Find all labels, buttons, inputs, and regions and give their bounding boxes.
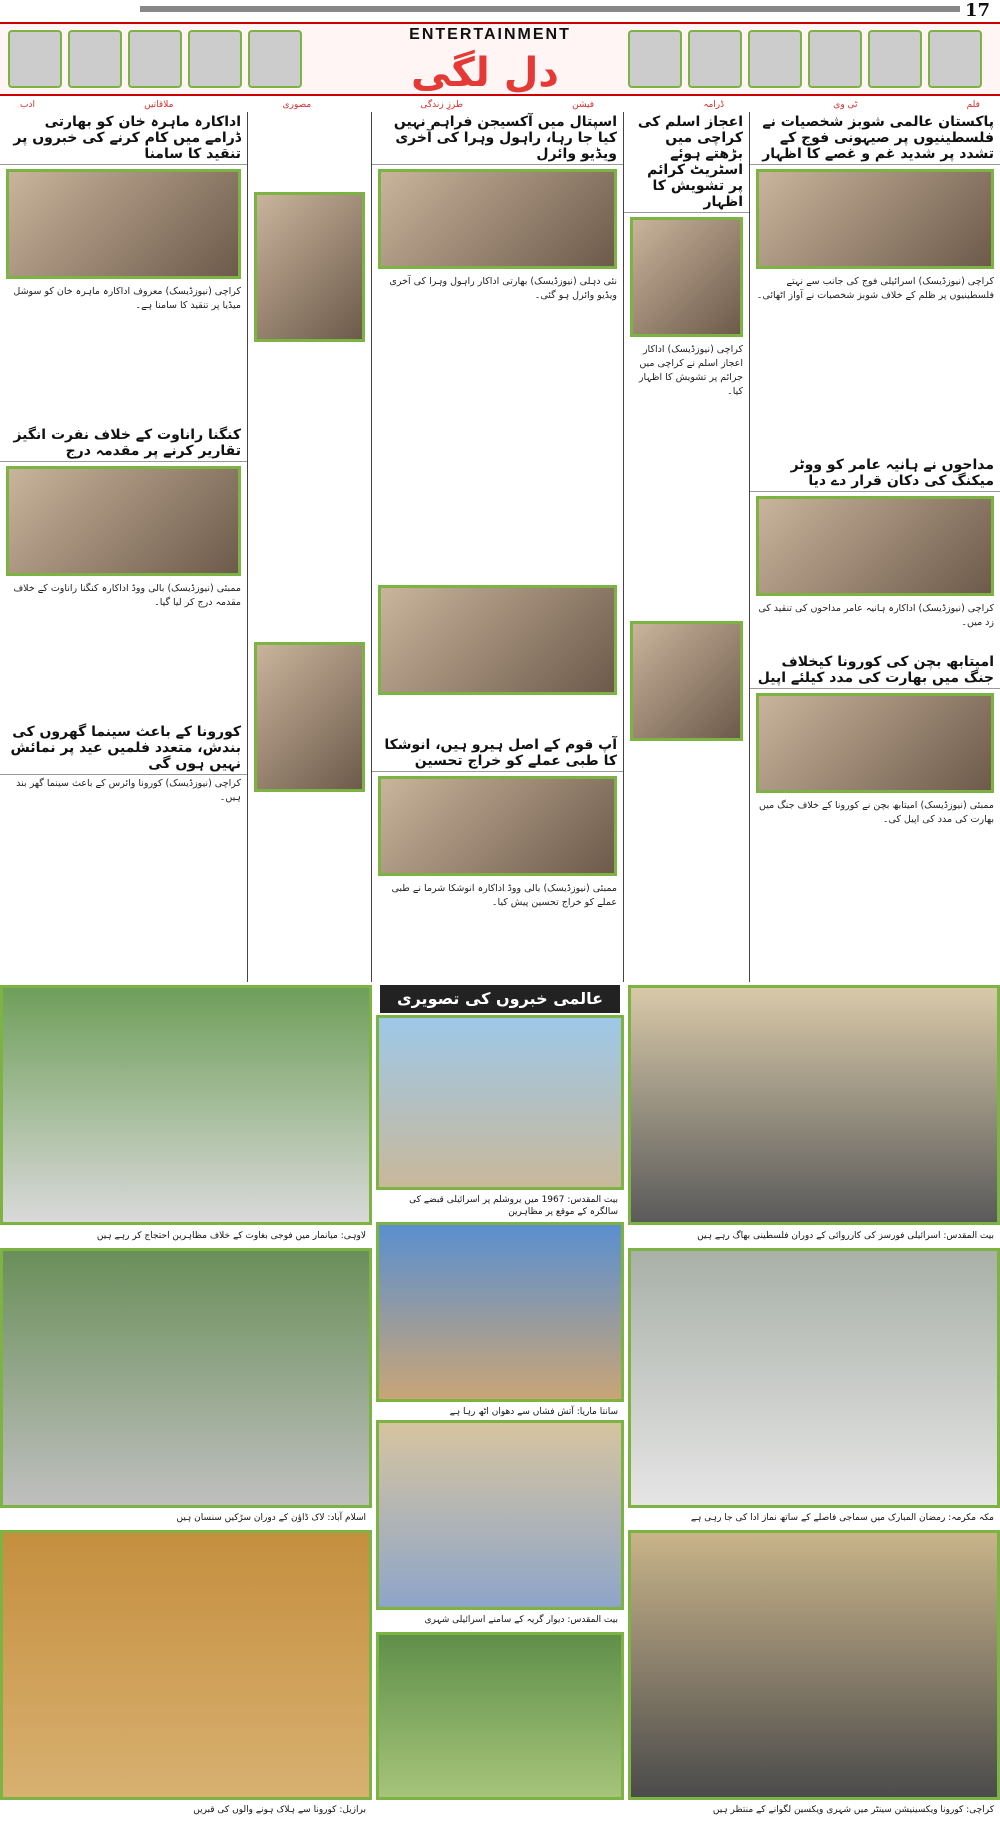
- article-body: ممبئی (نیوزڈیسک) امیتابھ بچن نے کورونا کے خلاف جنگ میں بھارت کی مدد کی اپیل کی۔: [759, 800, 994, 825]
- news-photo: [0, 1530, 372, 1800]
- header-photo: [688, 30, 742, 88]
- photo-caption: بیت المقدس: دیوار گریہ کے سامنے اسرائیلی شہری: [424, 1615, 618, 1625]
- photo-caption: برازیل: کورونا سے ہلاک ہونے والوں کی قبریں: [193, 1805, 366, 1815]
- news-photo: [0, 985, 372, 1225]
- article-photo: [630, 217, 743, 337]
- news-photo: [628, 985, 1000, 1225]
- article-headline: اداکارہ ماہرہ خان کو بھارتی ڈرامے میں کام کرنے کی خبروں پر تنقید کا سامنا: [0, 112, 247, 165]
- article-column: [0, 112, 248, 982]
- header-photo: [748, 30, 802, 88]
- article-column: [248, 112, 372, 982]
- article-headline: مداحوں نے ہانیہ عامر کو ووٹر میکنگ کی دکان قرار دے دیا: [750, 455, 1000, 492]
- article-photo: [6, 169, 241, 279]
- article-headline: کنگنا راناوت کے خلاف نفرت انگیز تقاریر کرنے پر مقدمہ درج: [0, 425, 247, 462]
- page-number: 17: [964, 0, 990, 21]
- header-photo: [128, 30, 182, 88]
- article-body: کراچی (نیوزڈیسک) کورونا وائرس کے باعث سینما گھر بند ہیں۔: [16, 778, 241, 803]
- news-photo: [376, 1632, 624, 1800]
- header-photo: [68, 30, 122, 88]
- article-body: کراچی (نیوزڈیسک) معروف اداکارہ ماہرہ خان کو سوشل میڈیا پر تنقید کا سامنا ہے۔: [13, 286, 241, 311]
- article-headline: اعجاز اسلم کی کراچی میں بڑھتے ہوئے اسٹریٹ کرائم پر تشویش کا اظہار: [624, 112, 749, 213]
- section-label: ENTERTAINMENT: [409, 26, 571, 43]
- header-photo: [248, 30, 302, 88]
- article-photo: [756, 496, 994, 596]
- photo-caption: لاوہی: میانمار میں فوجی بغاوت کے خلاف مظاہرین احتجاج کر رہے ہیں: [96, 1231, 366, 1241]
- header-photo: [628, 30, 682, 88]
- header-tag: طرزِ زندگی: [420, 100, 464, 110]
- header-photo: [8, 30, 62, 88]
- photo-caption: اسلام آباد: لاک ڈاؤن کے دوران سڑکیں سنسان ہیں: [176, 1513, 366, 1523]
- article-photo: [254, 192, 365, 342]
- article-photo: [756, 693, 994, 793]
- article-photo: [378, 585, 617, 695]
- photo-caption: بیت المقدس: اسرائیلی فورسز کی کارروائی کے دوران فلسطینی بھاگ رہے ہیں: [697, 1231, 994, 1241]
- article-column: [372, 112, 624, 982]
- world-section-title: عالمی خبروں کی تصویری: [380, 985, 620, 1013]
- article-body: کراچی (نیوزڈیسک) اسرائیلی فوج کی جانب سے نہتے فلسطینیوں پر ظلم کے خلاف شوبز شخصیات نے آواز اٹھائی۔: [756, 276, 994, 301]
- news-photo: [376, 1222, 624, 1402]
- article-headline: پاکستان عالمی شوبز شخصیات نے فلسطینیوں پر صیہونی فوج کے تشدد پر شدید غم و غصے کا اظہار: [750, 112, 1000, 165]
- article-photo: [630, 621, 743, 741]
- header-photo: [868, 30, 922, 88]
- top-rule: [140, 6, 960, 12]
- header-tag: ادب: [20, 100, 35, 110]
- article-headline: کورونا کے باعث سینما گھروں کی بندش، متعدد فلمیں عید پر نمائش نہیں ہوں گی: [0, 722, 247, 775]
- article-photo: [6, 466, 241, 576]
- news-photo: [0, 1248, 372, 1508]
- news-photo: [628, 1248, 1000, 1508]
- article-body: نئی دہلی (نیوزڈیسک) بھارتی اداکار راہول وہرا کی آخری ویڈیو وائرل ہو گئی۔: [389, 276, 617, 301]
- photo-caption: کراچی: کورونا ویکسینیشن سینٹر میں شہری ویکسین لگوانے کے منتظر ہیں: [712, 1805, 994, 1815]
- header-tags: [20, 100, 980, 110]
- header-tag: ڈرامہ: [703, 100, 725, 110]
- section-logo: دل لگی: [411, 50, 559, 96]
- article-column: [624, 112, 750, 982]
- header-photo: [188, 30, 242, 88]
- article-body: ممبئی (نیوزڈیسک) بالی ووڈ اداکارہ انوشکا شرما نے طبی عملے کو خراج تحسین پیش کیا۔: [391, 883, 617, 908]
- header-tag: فلم: [966, 100, 980, 110]
- article-photo: [378, 776, 617, 876]
- article-photo: [378, 169, 617, 269]
- header-tag: ٹی وی: [833, 100, 858, 110]
- photo-caption: سانتا ماریا: آتش فشاں سے دھواں اٹھ رہا ہے: [449, 1407, 618, 1417]
- news-photo: [376, 1420, 624, 1610]
- article-headline: آپ قوم کے اصل ہیرو ہیں، انوشکا کا طبی عملے کو خراج تحسین: [372, 735, 623, 772]
- article-photo: [756, 169, 994, 269]
- article-headline: امیتابھ بچن کی کورونا کیخلاف جنگ میں بھارت کی مدد کیلئے اپیل: [750, 652, 1000, 689]
- header-photo: [928, 30, 982, 88]
- article-body: کراچی (نیوزڈیسک) اداکارہ ہانیہ عامر مداحوں کی تنقید کی زد میں۔: [758, 603, 994, 628]
- news-photo: [376, 1015, 624, 1190]
- header-tag: ملاقاتیں: [144, 100, 174, 110]
- article-body: ممبئی (نیوزڈیسک) بالی ووڈ اداکارہ کنگنا راناوت کے خلاف مقدمہ درج کر لیا گیا۔: [13, 583, 241, 608]
- article-body: کراچی (نیوزڈیسک) اداکار اعجاز اسلم نے کراچی میں جرائم پر تشویش کا اظہار کیا۔: [638, 344, 743, 397]
- header-photo: [808, 30, 862, 88]
- news-photo: [628, 1530, 1000, 1800]
- article-headline: اسپتال میں آکسیجن فراہم نہیں کیا جا رہا، راہول وہرا کی آخری ویڈیو وائرل: [372, 112, 623, 165]
- photo-caption: بیت المقدس: 1967 میں یروشلم پر اسرائیلی قبضے کی سالگرہ کے موقع پر مظاہرین: [409, 1195, 618, 1217]
- article-photo: [254, 642, 365, 792]
- header-tag: مصوری: [282, 100, 312, 110]
- article-column: [750, 112, 1000, 982]
- photo-caption: مکہ مکرمہ: رمضان المبارک میں سماجی فاصلے کے ساتھ نماز ادا کی جا رہی ہے: [690, 1513, 994, 1523]
- header-tag: فیشن: [572, 100, 595, 110]
